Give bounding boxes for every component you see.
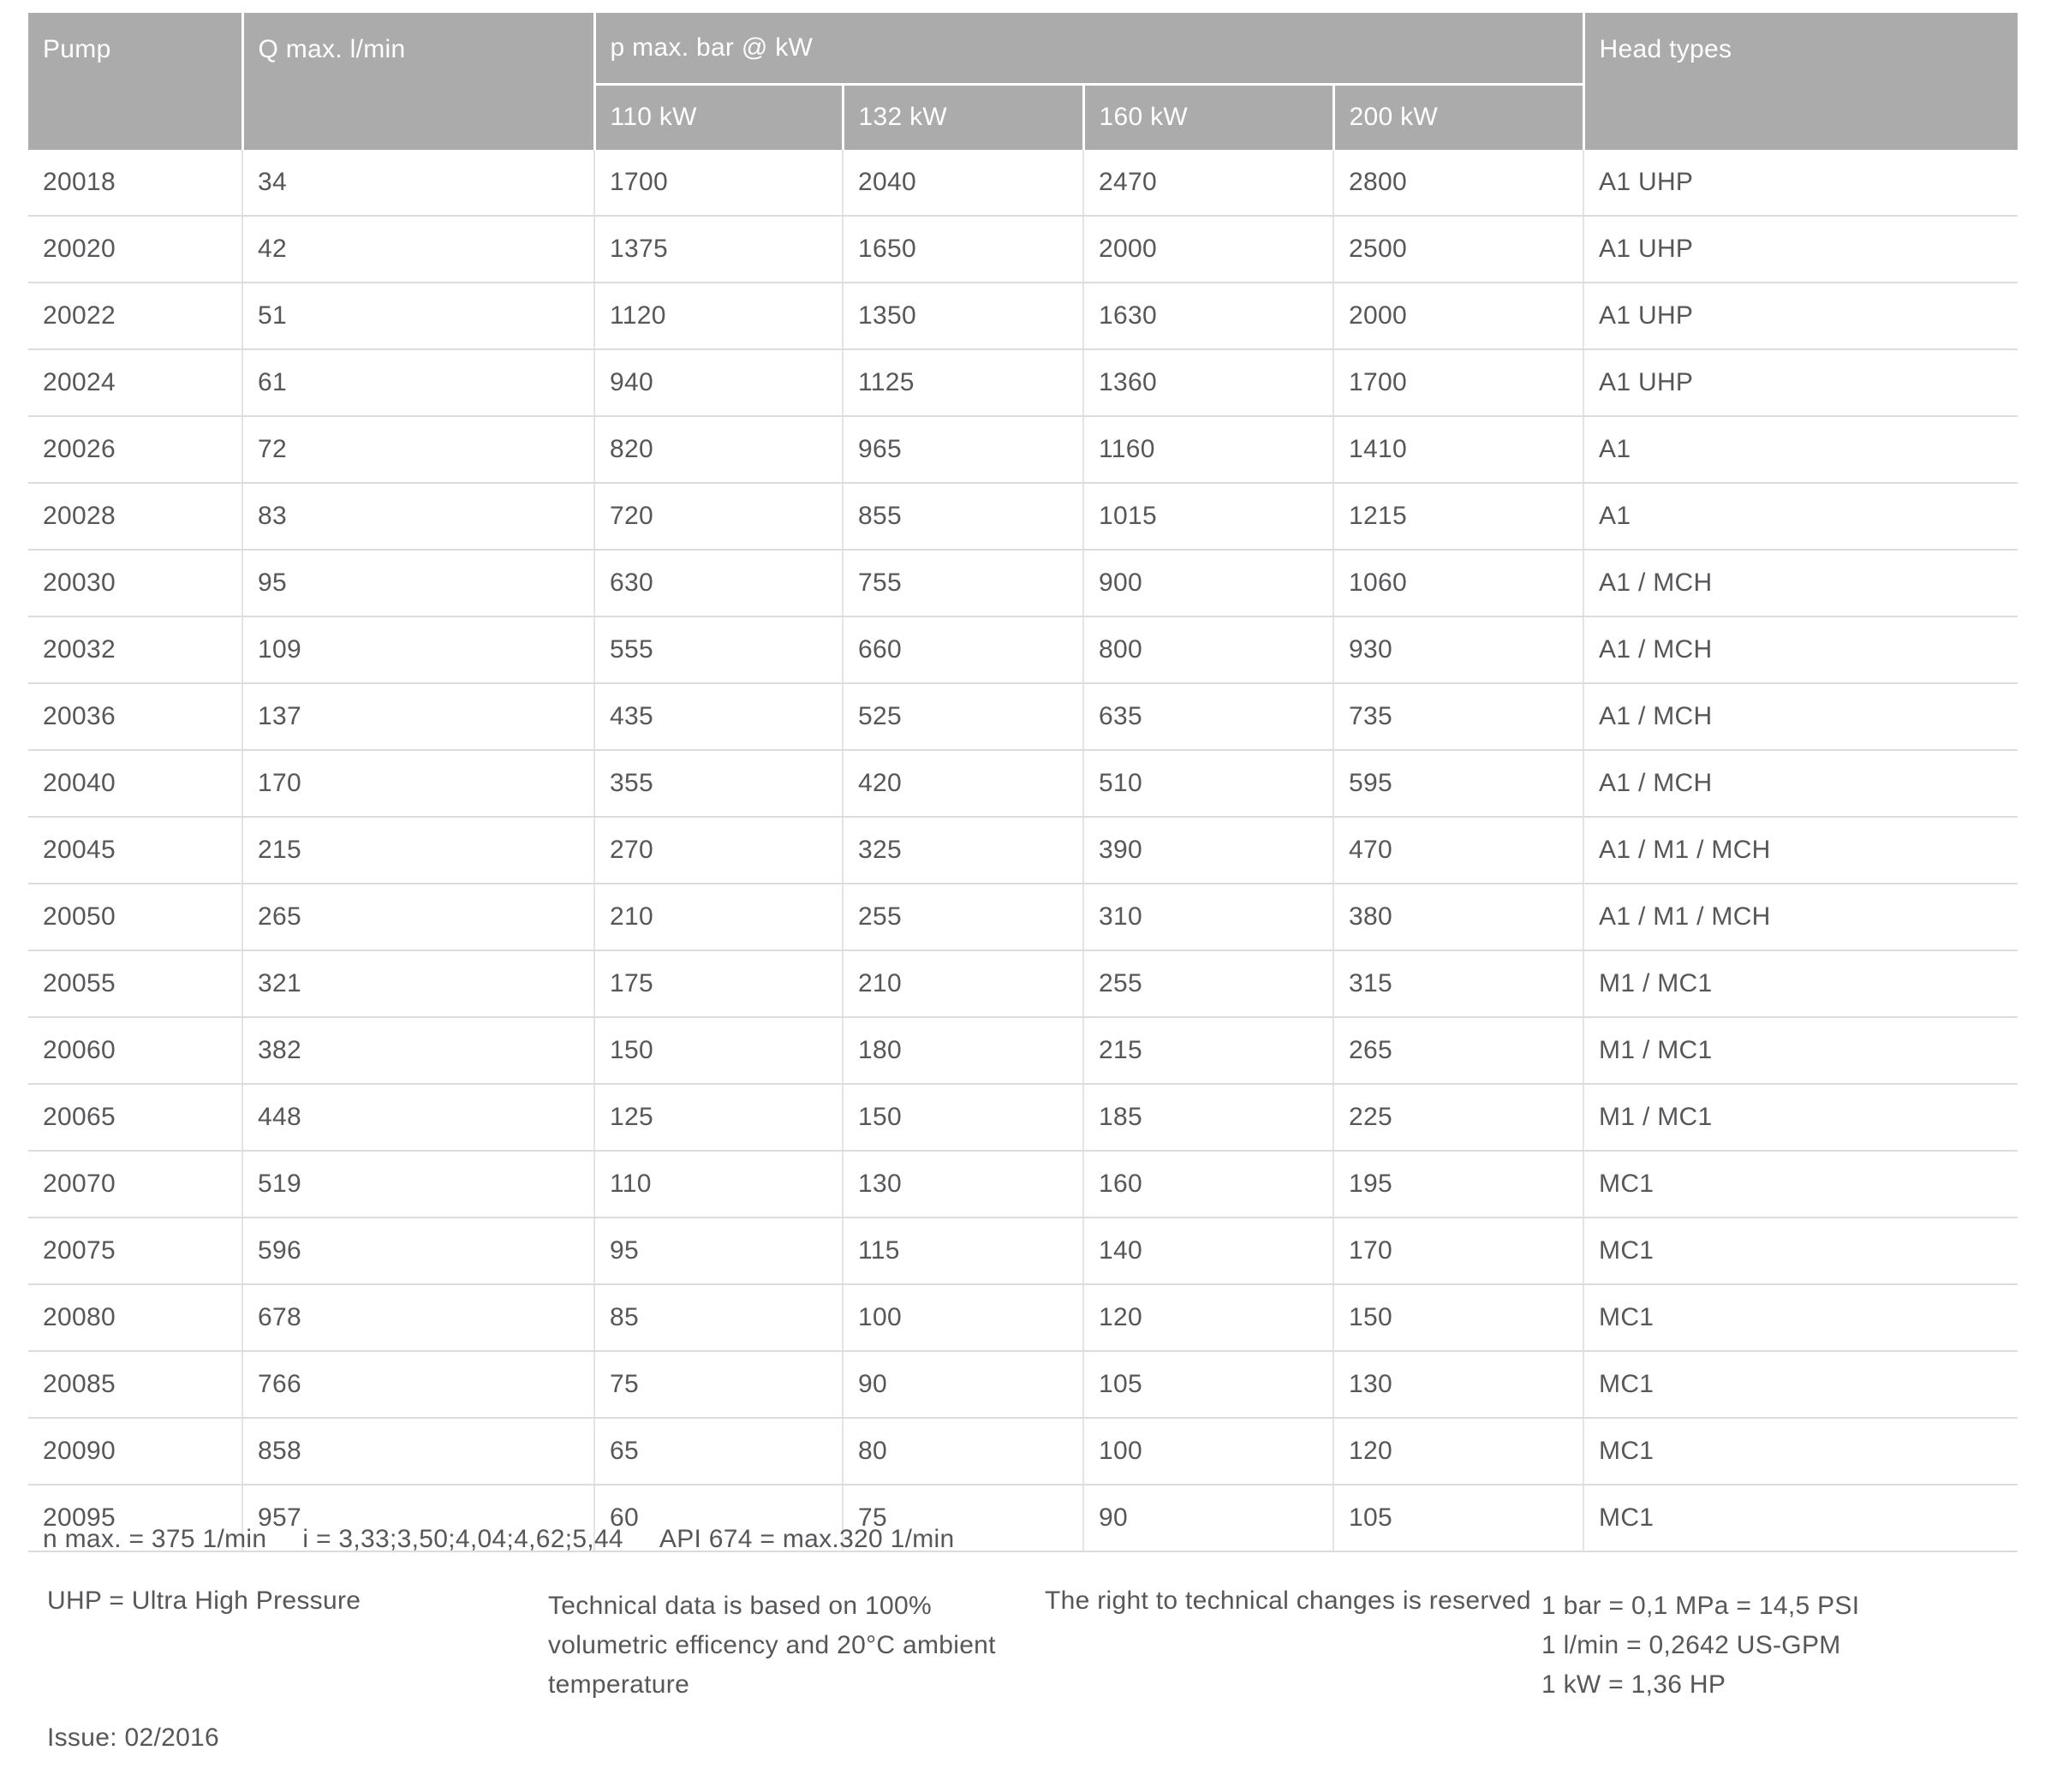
table-cell: 20022 [28,283,242,349]
table-cell: 940 [594,349,843,416]
table-cell: 109 [242,616,594,683]
table-cell: 80 [843,1418,1083,1485]
table-cell: 321 [242,950,594,1017]
table-cell: 435 [594,683,843,750]
table-cell: 1350 [843,283,1083,349]
table-cell: 555 [594,616,843,683]
table-cell: 1120 [594,283,843,349]
table-cell: A1 [1583,483,2018,550]
table-row [28,750,2018,817]
table-cell: MC1 [1583,1217,2018,1284]
table-cell: 105 [1083,1351,1333,1418]
table-row [28,1084,2018,1151]
table-cell: 125 [594,1084,843,1151]
table-row [28,150,2018,216]
table-cell: 630 [594,550,843,616]
table-cell: 85 [594,1284,843,1351]
table-header [28,13,2018,150]
table-cell: 61 [242,349,594,416]
table-cell: 470 [1333,817,1583,884]
table-cell: 65 [594,1418,843,1485]
table-cell: 2800 [1333,150,1583,216]
table-row [28,416,2018,483]
table-cell: 1375 [594,216,843,283]
table-cell: 175 [594,950,843,1017]
table-cell: 20020 [28,216,242,283]
table-cell: 20032 [28,616,242,683]
table-cell: 930 [1333,616,1583,683]
table-cell: 95 [242,550,594,616]
table-cell: 380 [1333,884,1583,950]
table-cell: 510 [1083,750,1333,817]
table-cell: 110 [594,1151,843,1217]
table-row [28,616,2018,683]
table-cell: 596 [242,1217,594,1284]
column-header-200kw: 200 kW [1333,84,1583,150]
table-cell: 150 [843,1084,1083,1151]
table-row [28,283,2018,349]
column-header-q-max: Q max. l/min [242,13,594,150]
table-row [28,1418,2018,1485]
table-cell: A1 UHP [1583,283,2018,349]
table-cell: 900 [1083,550,1333,616]
table-cell: 185 [1083,1084,1333,1151]
table-cell: 120 [1083,1284,1333,1351]
table-cell: 525 [843,683,1083,750]
footnote-rights-reserved: The right to technical changes is reserved [1045,1587,1531,1615]
footnote-n-max: n max. = 375 1/min [43,1525,267,1553]
table-cell: 595 [1333,750,1583,817]
table-cell: A1 / MCH [1583,683,2018,750]
table-cell: A1 UHP [1583,349,2018,416]
table-cell: 965 [843,416,1083,483]
table-cell: 20090 [28,1418,242,1485]
table-cell: 957 [242,1485,594,1551]
table-row [28,950,2018,1017]
table-cell: 51 [242,283,594,349]
table-cell: 20050 [28,884,242,950]
table-cell: 210 [843,950,1083,1017]
table-cell: 1700 [594,150,843,216]
table-cell: 1160 [1083,416,1333,483]
table-cell: A1 UHP [1583,150,2018,216]
table-cell: 855 [843,483,1083,550]
table-cell: 20065 [28,1084,242,1151]
table-cell: 355 [594,750,843,817]
table-row [28,550,2018,616]
table-cell: 448 [242,1084,594,1151]
table-cell: 325 [843,817,1083,884]
table-cell: 100 [843,1284,1083,1351]
table-cell: M1 / MC1 [1583,1084,2018,1151]
table-cell: 265 [1333,1017,1583,1084]
table-cell: A1 UHP [1583,216,2018,283]
table-cell: 800 [1083,616,1333,683]
table-cell: 255 [1083,950,1333,1017]
table-cell: 820 [594,416,843,483]
table-cell: 678 [242,1284,594,1351]
table-cell: A1 [1583,416,2018,483]
issue-date: Issue: 02/2016 [47,1724,220,1752]
table-row [28,817,2018,884]
table-cell: 42 [242,216,594,283]
table-cell: 2470 [1083,150,1333,216]
table-cell: 20026 [28,416,242,483]
table-cell: 225 [1333,1084,1583,1151]
table-cell: 150 [594,1017,843,1084]
table-cell: 20018 [28,150,242,216]
table-cell: 635 [1083,683,1333,750]
table-cell: 140 [1083,1217,1333,1284]
table-cell: 766 [242,1351,594,1418]
table-cell: 2500 [1333,216,1583,283]
table-cell: MC1 [1583,1485,2018,1551]
table-cell: 120 [1333,1418,1583,1485]
table-body [28,150,2018,1551]
table-cell: 100 [1083,1418,1333,1485]
table-cell: 195 [1333,1151,1583,1217]
table-cell: M1 / MC1 [1583,950,2018,1017]
footnote-i-ratios: i = 3,33;3,50;4,04;4,62;5,44 [302,1525,623,1553]
table-cell: 382 [242,1017,594,1084]
table-cell: 270 [594,817,843,884]
table-cell: MC1 [1583,1351,2018,1418]
table-cell: 755 [843,550,1083,616]
footnote-technical-note [548,1587,996,1705]
table-cell: 735 [1333,683,1583,750]
table-row [28,683,2018,750]
table-cell: 2000 [1083,216,1333,283]
table-cell: 83 [242,483,594,550]
table-cell: 20085 [28,1351,242,1418]
table-cell: 105 [1333,1485,1583,1551]
table-cell: A1 / MCH [1583,616,2018,683]
footnote-unit-conversions [1541,1587,1859,1705]
table-cell: 1700 [1333,349,1583,416]
table-cell: MC1 [1583,1418,2018,1485]
table-cell: 115 [843,1217,1083,1284]
footnote-uhp-definition: UHP = Ultra High Pressure [47,1587,361,1615]
table-cell: 60 [594,1485,843,1551]
text-line: 1 l/min = 0,2642 US-GPM [1541,1631,1841,1659]
table-cell: 1215 [1333,483,1583,550]
table-cell: 1015 [1083,483,1333,550]
table-cell: 20030 [28,550,242,616]
column-header-p-max-group: p max. bar @ kW [594,13,1583,84]
table-row [28,1017,2018,1084]
table-cell: A1 / M1 / MCH [1583,884,2018,950]
text-line: temperature [548,1670,690,1699]
table-cell: 1410 [1333,416,1583,483]
table-cell: 255 [843,884,1083,950]
table-cell: 310 [1083,884,1333,950]
table-cell: 20024 [28,349,242,416]
table-cell: 150 [1333,1284,1583,1351]
table-cell: 20070 [28,1151,242,1217]
table-cell: 720 [594,483,843,550]
table-cell: 660 [843,616,1083,683]
table-cell: 1360 [1083,349,1333,416]
table-cell: 20055 [28,950,242,1017]
table-cell: 2040 [843,150,1083,216]
table-cell: 858 [242,1418,594,1485]
table-cell: 20060 [28,1017,242,1084]
text-line: Technical data is based on 100% [548,1592,932,1620]
table-row [28,483,2018,550]
table-cell: 20080 [28,1284,242,1351]
table-row [28,1284,2018,1351]
table-cell: 315 [1333,950,1583,1017]
table-cell: 265 [242,884,594,950]
table-cell: 90 [843,1351,1083,1418]
table-cell: A1 / MCH [1583,550,2018,616]
footnote-api: API 674 = max.320 1/min [659,1525,955,1553]
table-cell: A1 / MCH [1583,750,2018,817]
table-cell: MC1 [1583,1151,2018,1217]
table-cell: 519 [242,1151,594,1217]
table-cell: 72 [242,416,594,483]
table-cell: 2000 [1333,283,1583,349]
text-line: 1 kW = 1,36 HP [1541,1670,1726,1699]
table-row [28,1217,2018,1284]
table-cell: 95 [594,1217,843,1284]
table-cell: 90 [1083,1485,1333,1551]
footnote-parameters-line [43,1525,955,1554]
table-cell: 1060 [1333,550,1583,616]
table-cell: 420 [843,750,1083,817]
table-cell: 170 [1333,1217,1583,1284]
table-cell: M1 / MC1 [1583,1017,2018,1084]
table-cell: 20075 [28,1217,242,1284]
table-cell: 130 [843,1151,1083,1217]
table-cell: 20036 [28,683,242,750]
table-row [28,216,2018,283]
table-cell: 160 [1083,1151,1333,1217]
table-row [28,349,2018,416]
table-cell: 75 [843,1485,1083,1551]
column-header-160kw: 160 kW [1083,84,1333,150]
column-header-head-types: Head types [1583,13,2018,150]
table-cell: 20045 [28,817,242,884]
table-cell: 1630 [1083,283,1333,349]
table-cell: 137 [242,683,594,750]
table-row [28,1351,2018,1418]
pump-spec-table [28,13,2018,1552]
table-cell: 130 [1333,1351,1583,1418]
table-cell: 34 [242,150,594,216]
column-header-110kw: 110 kW [594,84,843,150]
text-line: volumetric efficency and 20°C ambient [548,1631,996,1659]
text-line: 1 bar = 0,1 MPa = 14,5 PSI [1541,1592,1860,1620]
table-cell: 1125 [843,349,1083,416]
table-cell: 215 [242,817,594,884]
table-cell: 20040 [28,750,242,817]
table-row [28,884,2018,950]
table-cell: 180 [843,1017,1083,1084]
table-row [28,1151,2018,1217]
table-cell: 210 [594,884,843,950]
table-cell: 1650 [843,216,1083,283]
table-cell: 20095 [28,1485,242,1551]
table-cell: 170 [242,750,594,817]
table-cell: MC1 [1583,1284,2018,1351]
table-cell: 215 [1083,1017,1333,1084]
column-header-132kw: 132 kW [843,84,1083,150]
column-header-pump: Pump [28,13,242,150]
table-cell: A1 / M1 / MCH [1583,817,2018,884]
table-cell: 390 [1083,817,1333,884]
table-cell: 75 [594,1351,843,1418]
table-cell: 20028 [28,483,242,550]
